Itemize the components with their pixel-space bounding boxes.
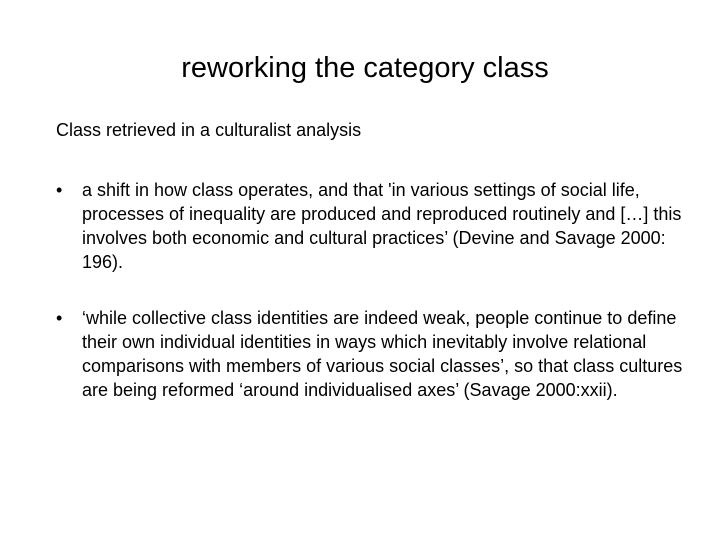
bullet-text: ‘while collective class identities are indeed weak, people continue to define their own individual identities in ways which inevitably involve relational comparisons with members of various social classes’, so that class cultures are being reformed ‘around individualised axes’ (Savage 2000:xxii). bbox=[82, 308, 683, 400]
bullet-item bbox=[56, 306, 696, 402]
slide-title: reworking the category class bbox=[181, 52, 549, 84]
bullet-marker: • bbox=[56, 180, 63, 200]
slide-subtitle: Class retrieved in a culturalist analysis bbox=[56, 120, 362, 140]
bullet-item bbox=[56, 178, 696, 274]
bullet-marker: • bbox=[56, 308, 63, 328]
bullet-text: a shift in how class operates, and that 'in various settings of social life, processes of inequality are produced and reproduced routinely and […] this involves both economic and cultural practices’ (Devine and Savage 2000: 196). bbox=[82, 180, 682, 272]
